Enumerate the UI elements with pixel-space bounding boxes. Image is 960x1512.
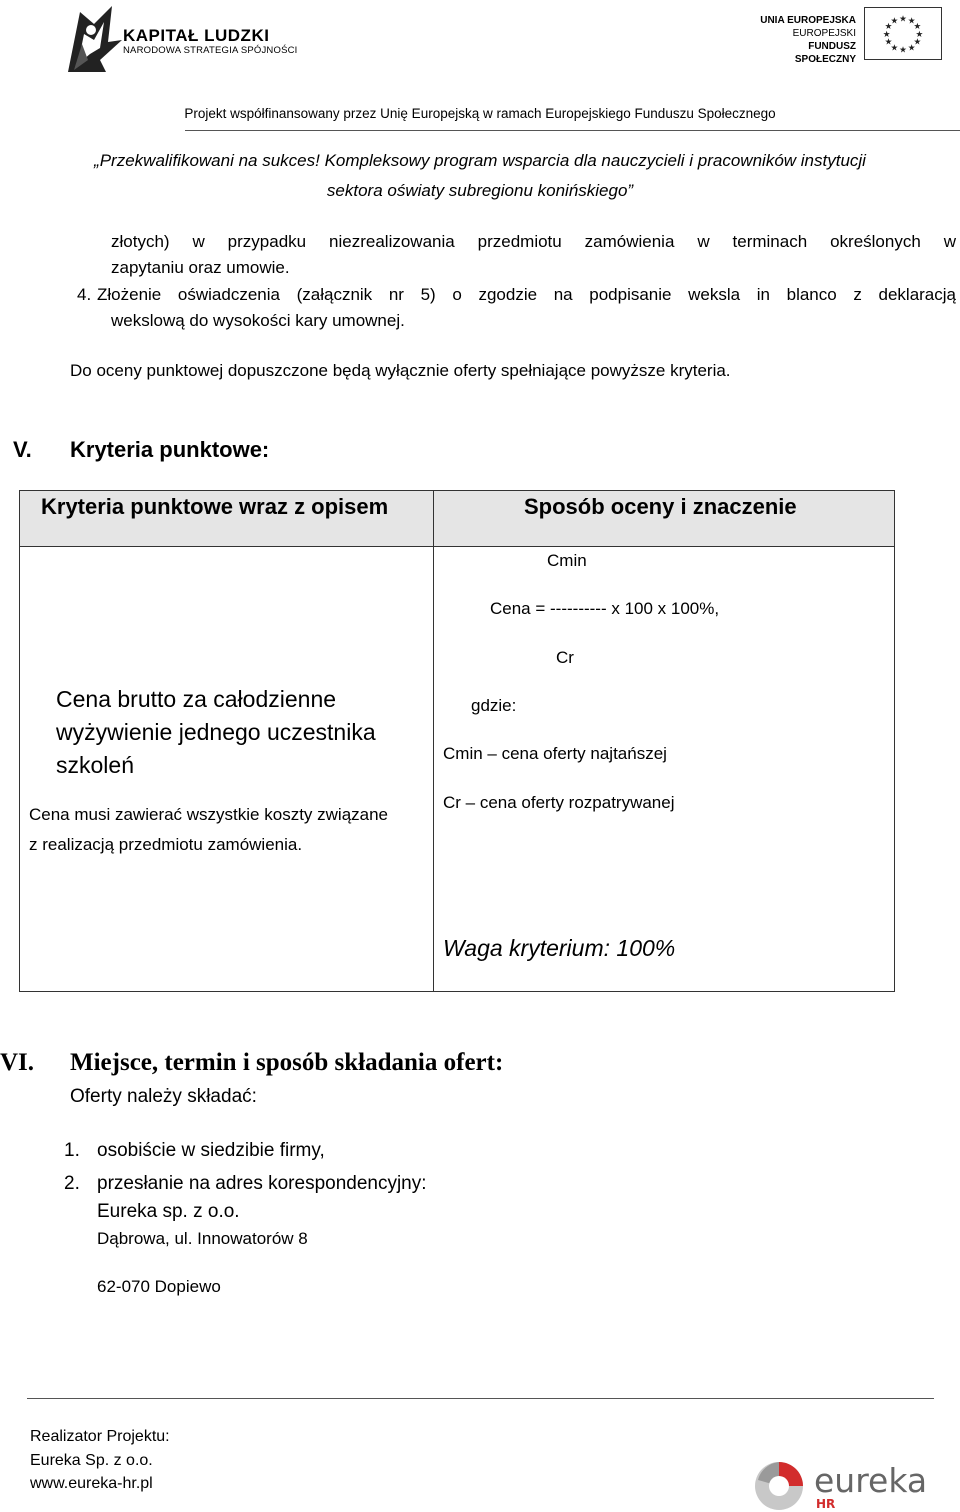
submission-intro: Oferty należy składać: xyxy=(70,1086,257,1107)
eu-flag-icon xyxy=(864,7,942,60)
svg-text:★: ★ xyxy=(907,16,916,27)
criterion-description-line1: Cena musi zawierać wszystkie koszty związane xyxy=(29,805,389,824)
eu-label-line3: FUNDUSZ SPOŁECZNY xyxy=(794,41,856,65)
cofinancing-note: Projekt współfinansowany przez Unię Europejską w ramach Europejskiego Funduszu Społecznego xyxy=(184,106,776,121)
submission-option-2: przesłanie na adres korespondencyjny: xyxy=(97,1173,427,1194)
kapital-ludzki-logo xyxy=(60,4,132,74)
eligibility-note: Do oceny punktowej dopuszczone będą wyłącznie oferty spełniające powyższe kryteria. xyxy=(70,361,731,380)
formula-where: gdzie: xyxy=(471,696,517,715)
criteria-table-divider xyxy=(433,491,434,991)
svg-text:★: ★ xyxy=(913,22,922,33)
continued-text-line2: zapytaniu oraz umowie. xyxy=(111,258,290,277)
kapital-ludzki-title: KAPITAŁ LUDZKI xyxy=(123,26,270,45)
svg-text:★: ★ xyxy=(915,29,924,40)
svg-text:★: ★ xyxy=(884,37,893,48)
svg-text:★: ★ xyxy=(907,43,916,54)
criterion-description xyxy=(29,800,388,860)
formula-main: Cena = ---------- x 100 x 100%, xyxy=(490,599,720,618)
footer-website: www.eureka-hr.pl xyxy=(30,1475,153,1492)
section-6-title: Miejsce, termin i sposób składania ofert: xyxy=(70,1049,504,1076)
list-number-2: 2. xyxy=(64,1173,80,1194)
criterion-description-line2: z realizacją przedmiotu zamówienia. xyxy=(29,835,303,854)
criterion-weight: Waga kryterium: 100% xyxy=(443,935,676,961)
list-item-4-line1: Złożenie oświadczenia (załącznik nr 5) o zgodzie na podpisanie weksla in blanco z deklaracją xyxy=(97,285,956,304)
eu-label-line1: UNIA EUROPEJSKA xyxy=(760,15,856,26)
project-title-line2: sektora oświaty subregionu konińskiego” xyxy=(326,181,634,200)
section-5-title: Kryteria punktowe: xyxy=(70,437,270,462)
eu-label xyxy=(748,14,856,66)
table-header-criteria: Kryteria punktowe wraz z opisem xyxy=(41,494,389,519)
svg-text:★: ★ xyxy=(890,43,899,54)
eureka-logo-text: eureka xyxy=(814,1461,928,1500)
submission-option-1: osobiście w siedzibie firmy, xyxy=(97,1140,325,1161)
svg-text:★: ★ xyxy=(899,14,907,25)
list-number-4: 4. xyxy=(77,285,92,304)
footer-divider xyxy=(27,1398,934,1399)
formula-denominator: Cr xyxy=(556,648,574,667)
footer-realizator-label: Realizator Projektu: xyxy=(30,1428,170,1445)
address-postal: 62-070 Dopiewo xyxy=(97,1277,221,1296)
svg-text:★: ★ xyxy=(913,37,922,48)
table-header-method: Sposób oceny i znaczenie xyxy=(524,494,797,519)
criterion-name-line3: szkoleń xyxy=(56,752,134,778)
project-title xyxy=(40,146,920,206)
address-company: Eureka sp. z o.o. xyxy=(97,1201,240,1222)
footer-info xyxy=(30,1425,170,1496)
svg-text:★: ★ xyxy=(884,22,893,33)
continued-text-line1: złotych) w przypadku niezrealizowania przedmiotu zamówienia w terminach określonych w xyxy=(111,232,956,251)
svg-text:★: ★ xyxy=(890,16,899,27)
section-6-number: VI. xyxy=(0,1049,35,1076)
criterion-name xyxy=(56,683,376,782)
address-street: Dąbrowa, ul. Innowatorów 8 xyxy=(97,1229,308,1248)
list-number-1: 1. xyxy=(64,1140,80,1161)
formula-def-cmin: Cmin – cena oferty najtańszej xyxy=(443,744,667,763)
eureka-logo-hr: HR xyxy=(816,1497,836,1510)
header-divider xyxy=(185,130,960,131)
section-5-number: V. xyxy=(13,437,32,462)
list-item-4-line2: wekslową do wysokości kary umownej. xyxy=(111,311,405,330)
criterion-name-line1: Cena brutto za całodzienne xyxy=(56,686,337,712)
formula-numerator: Cmin xyxy=(547,551,587,570)
project-title-line1: „Przekwalifikowani na sukces! Kompleksowy program wsparcia dla nauczycieli i pracowników instytucji xyxy=(94,151,866,170)
kapital-ludzki-subtitle: NARODOWA STRATEGIA SPÓJNOŚCI xyxy=(123,45,298,56)
eureka-logo xyxy=(752,1458,952,1510)
svg-text:★: ★ xyxy=(882,29,891,40)
eu-label-line2: EUROPEJSKI xyxy=(792,28,856,39)
criterion-name-line2: wyżywienie jednego uczestnika xyxy=(56,719,376,745)
formula-def-cr: Cr – cena oferty rozpatrywanej xyxy=(443,793,675,812)
svg-text:★: ★ xyxy=(899,45,907,56)
footer-company: Eureka Sp. z o.o. xyxy=(30,1451,153,1469)
